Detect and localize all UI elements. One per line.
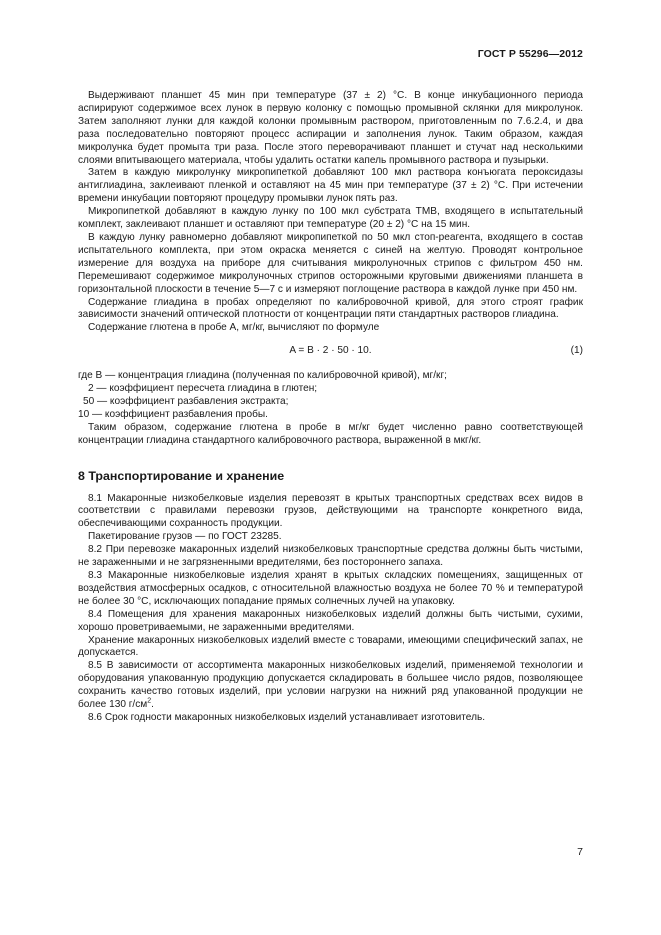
where-lead: где B — концентрация глиадина (полученная по калибровочной кривой), мг/кг; bbox=[78, 370, 447, 382]
formula-number: (1) bbox=[570, 345, 583, 357]
section-paragraph: 8.4 Помещения для хранения макаронных низкобелковых изделий должны быть чистыми, сухими, хорошо проветриваемыми, не зараженными вредителями. bbox=[78, 608, 583, 633]
paragraph: Затем в каждую микролунку микропипеткой добавляют 100 мкл раствора конъюгата пероксидазы антиглиадина, заклеивают пленкой и оставляют на 45 мин при температуре (37 ± 2) °C. При истечении времени инкубации повторяют процедуру промывки лунок пять раз. bbox=[78, 167, 583, 205]
document-header: ГОСТ Р 55296—2012 bbox=[477, 48, 583, 60]
paragraph-end: . bbox=[151, 699, 154, 711]
section-paragraph: 8.2 При перевозке макаронных изделий низкобелковых транспортные средства должны быть чистыми, не зараженными и не загрязненными вредителями, без постороннего запаха. bbox=[78, 544, 583, 569]
section-paragraph-8-5 bbox=[78, 660, 583, 712]
paragraph: В каждую лунку равномерно добавляют микропипеткой по 50 мкл стоп-реагента, входящего в состав испытательного комплекта, при этом окраска меняется с синей на желтую. Проводят контрольное измерение для воздуха на приборе для считывания микролуночных стрипов с фильтром 450 нм. Перемешивают содержимое микролуночных стрипов осторожными круговыми движениями планшета в горизонтальной плоскости в течение 5—7 с и измеряют поглощение раствора в каждой лунке при 450 нм. bbox=[78, 231, 583, 295]
paragraph: Содержание глютена в пробе A, мг/кг, вычисляют по формуле bbox=[88, 322, 380, 334]
section-paragraph: Хранение макаронных низкобелковых изделий вместе с товарами, имеющими специфический запах, не допускается. bbox=[78, 634, 583, 659]
paragraph: Содержание глиадина в пробах определяют по калибровочной кривой, для этого строят график зависимости значений оптической плотности от концентрации пяти стандартных растворов глиадина. bbox=[78, 296, 583, 321]
paragraph-text: 8.5 В зависимости от ассортимента макаронных низкобелковых изделий, применяемой технологии и оборудования упакованную продукцию допускается складировать в большее число рядов, позволяющее сохранить качество готовых изделий, при условии нагрузки на нижний ряд упакованной продукции не более 130 г/см bbox=[78, 660, 583, 711]
document-body bbox=[78, 90, 583, 725]
formula bbox=[78, 345, 583, 358]
superscript: 2 bbox=[147, 697, 152, 705]
paragraph: Микропипеткой добавляют в каждую лунку по 100 мкл субстрата TMB, входящего в испытательный комплект, заклеивают планшет и оставляют при температуре (20 ± 2) °C на 15 мин. bbox=[78, 206, 583, 231]
formula-expression: A = B · 2 · 50 · 10. bbox=[289, 345, 372, 357]
where-item: 50 — коэффициент разбавления экстракта; bbox=[83, 396, 289, 408]
section-paragraph: 8.6 Срок годности макаронных низкобелковых изделий устанавливает изготовитель. bbox=[88, 711, 486, 723]
section-paragraph: 8.1 Макаронные низкобелковые изделия перевозят в крытых транспортных средствах всех видов в соответствии с правилами перевозки грузов, действующими на транспорте конкретного вида, обеспечивающими сохранность продукции. bbox=[78, 492, 583, 530]
where-item: 10 — коэффициент разбавления пробы. bbox=[78, 408, 268, 420]
paragraph: Выдерживают планшет 45 мин при температуре (37 ± 2) °C. В конце инкубационного периода аспирируют содержимое всех лунок в первую колонку с помощью промывной склянки для микролунок. Затем заполняют лунки для каждой колонки промывным раствором, приготовленным по 7.6.2.4, и два раза последовательно повторяют процесс аспирации и заполнения лунок. Таким образом, каждая микролунка будет промыта три раза. После этого переворачивают планшет и стучат над несколькими слоями впитывающего материала, чтобы удалить остатки капель промывного раствора и пузырьки. bbox=[78, 90, 583, 166]
page-number: 7 bbox=[577, 846, 583, 858]
section-paragraph: Пакетирование грузов — по ГОСТ 23285. bbox=[88, 531, 282, 543]
paragraph: Таким образом, содержание глютена в пробе в мг/кг будет численно равно соответствующей концентрации глиадина стандартного калибровочного раствора, выраженной в мкг/кг. bbox=[78, 421, 583, 446]
where-item: 2 — коэффициент пересчета глиадина в глютен; bbox=[88, 383, 318, 395]
section-title: 8 Транспортирование и хранение bbox=[78, 468, 285, 483]
section-paragraph: 8.3 Макаронные низкобелковые изделия хранят в крытых складских помещениях, защищенных от воздействия атмосферных осадков, с относительной влажностью воздуха не более 70 % и температурой не более 30 °C, исключающих попадание прямых солнечных лучей на упаковку. bbox=[78, 570, 583, 607]
